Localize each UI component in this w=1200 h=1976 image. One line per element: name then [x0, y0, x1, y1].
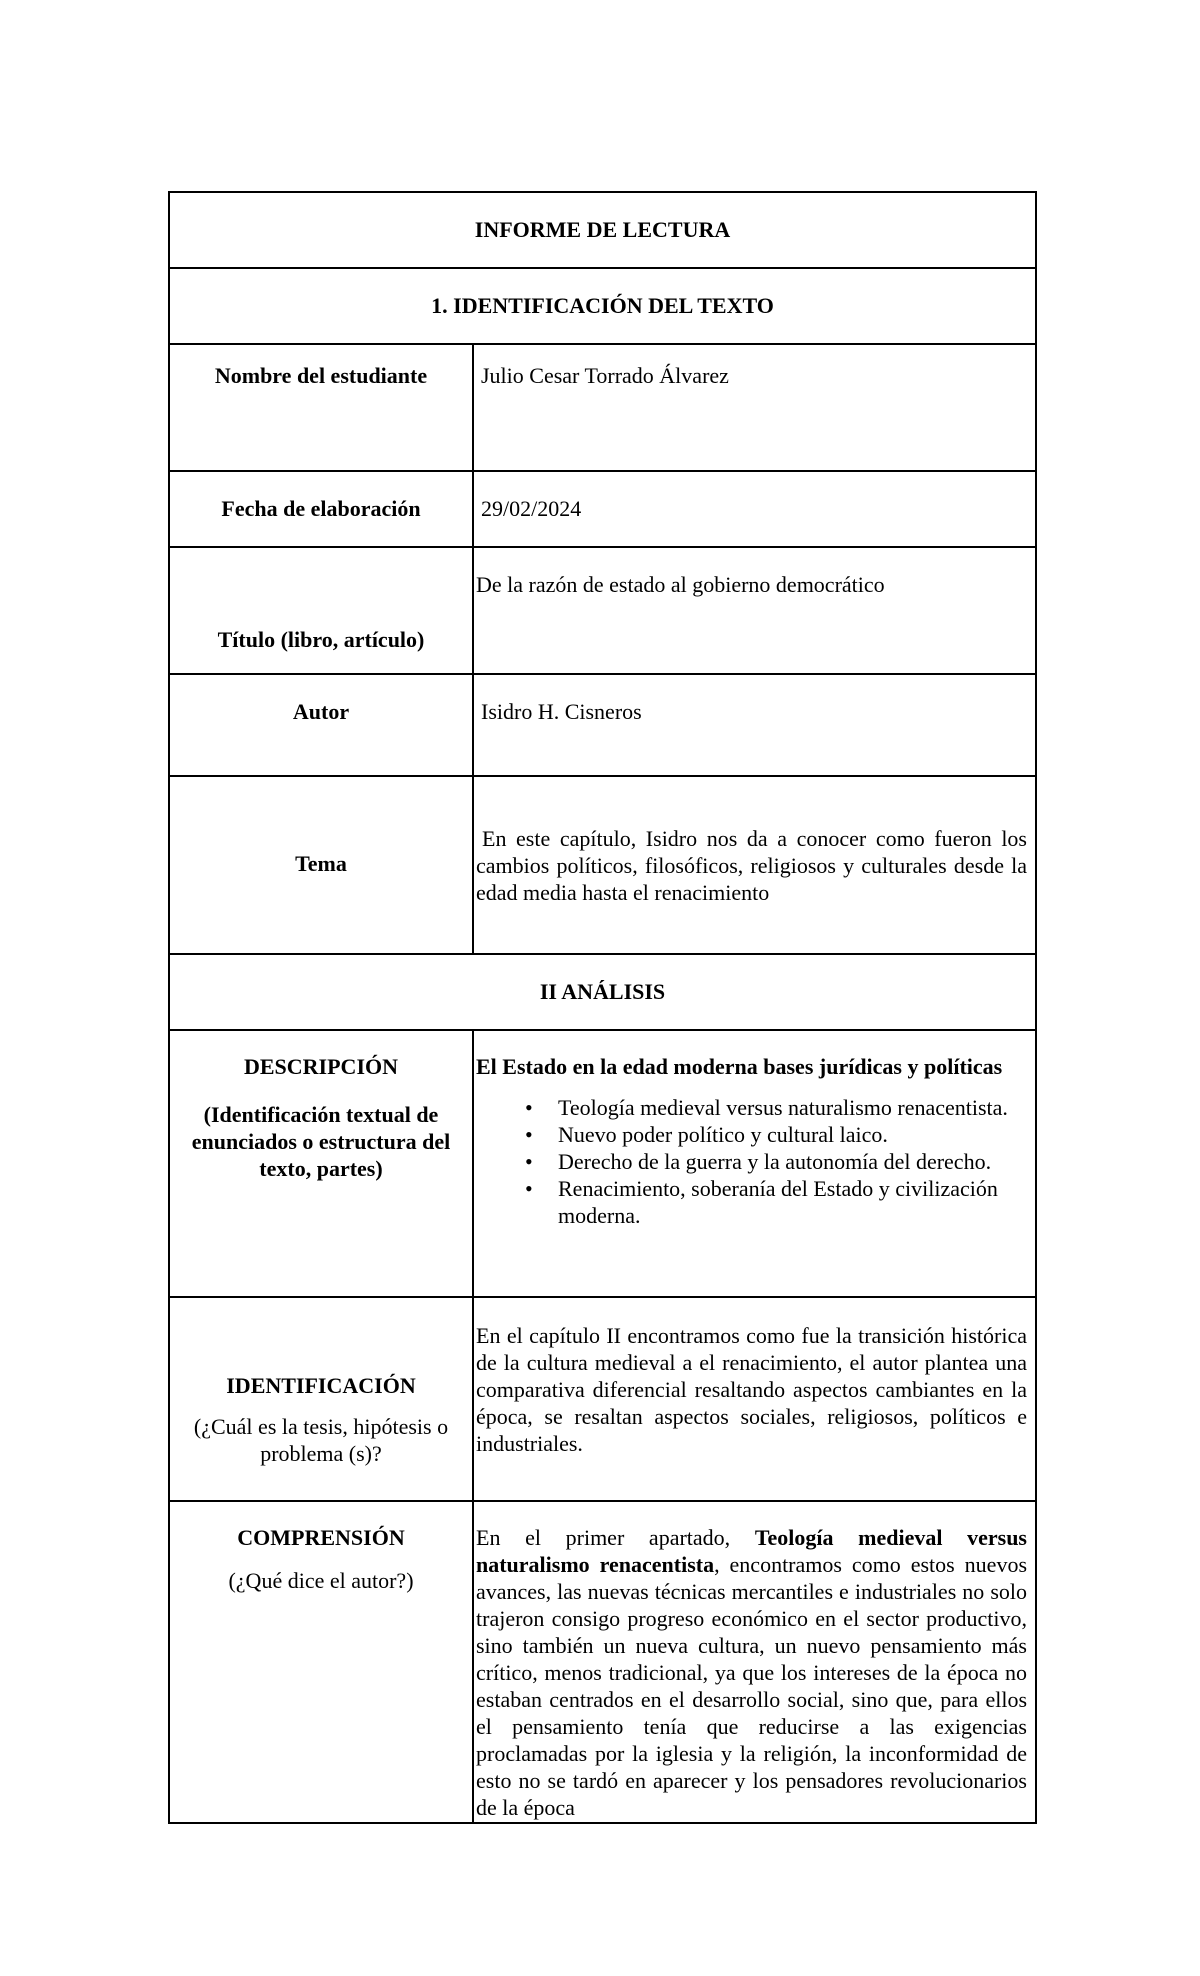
- comprehension-text-after: , encontramos como estos nuevos avances, las nuevas técnicas mercantiles e industriales no solo trajeron consigo progreso económico en el sector productivo, sino también un nueva cultura, un nuevo pensamiento más crítico, menos tradicional, ya que los intereses de la época no estaban centrados en el desarrollo social, sino que, para ellos el pensamiento tenía que reducirse a las exigencias proclamadas por la iglesia y la religión, la inconformidad de esto no se tardó en aparecer y los pensadores revolucionarios de la época: [476, 1552, 1028, 1820]
- title-info-row: [169, 547, 1036, 674]
- comprehension-text: [473, 1501, 1036, 1823]
- report-title: INFORME DE LECTURA: [169, 192, 1036, 268]
- reading-report-table: [168, 191, 1037, 1824]
- description-label-cell: [169, 1030, 473, 1297]
- date-label: Fecha de elaboración: [169, 471, 473, 547]
- student-label: Nombre del estudiante: [169, 344, 473, 471]
- date-value: 29/02/2024: [473, 471, 1036, 547]
- author-value: Isidro H. Cisneros: [473, 674, 1036, 776]
- book-title-label: Título (libro, artículo): [169, 547, 473, 674]
- date-row: [169, 471, 1036, 547]
- section-analysis-heading: II ANÁLISIS: [169, 954, 1036, 1030]
- student-value: Julio Cesar Torrado Álvarez: [473, 344, 1036, 471]
- description-sublabel: (Identificación textual de enunciados o estructura del texto, partes): [191, 1102, 451, 1181]
- book-title-value: De la razón de estado al gobierno democrático: [473, 547, 1036, 674]
- comprehension-sublabel: (¿Qué dice el autor?): [228, 1568, 414, 1593]
- comprehension-text-before: En el primer apartado,: [476, 1525, 731, 1550]
- comprehension-label-cell: [169, 1501, 473, 1823]
- theme-value: En este capítulo, Isidro nos da a conocer como fueron los cambios políticos, filosóficos, religiosos y culturales desde la edad media hasta el renacimiento: [473, 776, 1036, 954]
- description-bullet: • Teología medieval versus naturalismo renacentista.: [558, 1094, 1027, 1121]
- theme-row: [169, 776, 1036, 954]
- comprehension-label: COMPRENSIÓN: [237, 1525, 405, 1550]
- author-label: Autor: [169, 674, 473, 776]
- section1-row: [169, 268, 1036, 344]
- section2-row: [169, 954, 1036, 1030]
- title-row: [169, 192, 1036, 268]
- identification-text: En el capítulo II encontramos como fue la transición histórica de la cultura medieval a el renacimiento, el autor plantea una comparativa diferencial resaltando aspectos cambiantes en la época, se resaltan aspectos sociales, religiosos, políticos e industriales.: [473, 1297, 1036, 1501]
- description-bullet: • Renacimiento, soberanía del Estado y civilización moderna.: [558, 1175, 1027, 1229]
- section-identification-heading: 1. IDENTIFICACIÓN DEL TEXTO: [169, 268, 1036, 344]
- comprehension-text-bold: Teología medieval versus naturalismo renacentista: [476, 1525, 1027, 1577]
- description-label: DESCRIPCIÓN: [243, 1054, 399, 1079]
- description-row: [169, 1030, 1036, 1297]
- identification-analysis-row: [169, 1297, 1036, 1501]
- identification-label-cell: [169, 1297, 473, 1501]
- theme-label: Tema: [169, 776, 473, 954]
- author-row: [169, 674, 1036, 776]
- description-bullet: • Nuevo poder político y cultural laico.: [558, 1121, 1027, 1148]
- description-value-cell: [473, 1030, 1036, 1297]
- student-row: [169, 344, 1036, 471]
- identification-sublabel: (¿Cuál es la tesis, hipótesis o problema (s)?: [193, 1414, 449, 1466]
- description-bullet: • Derecho de la guerra y la autonomía del derecho.: [558, 1148, 1027, 1175]
- identification-label: IDENTIFICACIÓN: [226, 1373, 416, 1398]
- comprehension-row: [169, 1501, 1036, 1823]
- description-heading: El Estado en la edad moderna bases jurídicas y políticas: [476, 1054, 1003, 1079]
- description-bullet-list: [476, 1094, 1027, 1229]
